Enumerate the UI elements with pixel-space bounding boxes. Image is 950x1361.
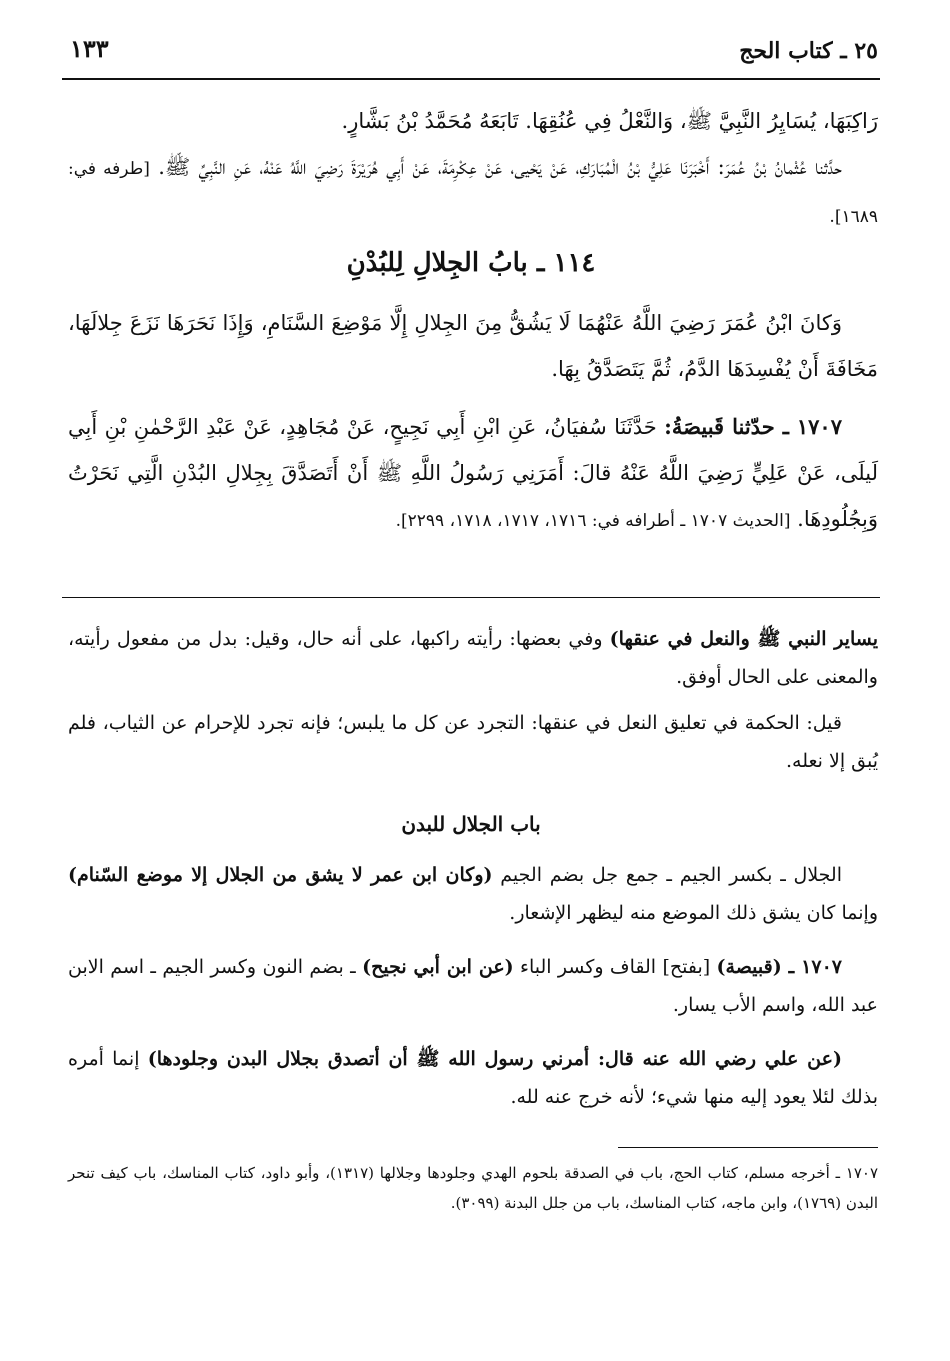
- commentary-text: ـ بضم النون وكسر الجيم ـ اسم الابن عبد الله، واسم الأب يسار.: [68, 956, 878, 1016]
- commentary-text: [بفتح] القاف وكسر الباء: [513, 956, 717, 978]
- chapter-intro: وَكانَ ابْنُ عُمَرَ رَضِيَ اللَّهُ عَنْهُمَا لَا يَشُقُّ مِنَ الجِلالِ إِلَّا مَوْضِعَ السَّنَامِ، وَإِذَا نَحَرَهَا نَزَعَ جِلالَهَا، مَخَافَةَ أَنْ يُفْسِدَهَا الدَّمُ، ثُمَّ يَتَصَدَّقُ بِهَا.: [68, 311, 878, 381]
- commentary-quote: يساير النبي ﷺ والنعل في عنقها): [609, 628, 878, 650]
- hadith-1707-text: حَدَّثَنَا سُفيَانُ، عَنِ ابْنِ أَبِي نَجِيحٍ، عَنْ مُجَاهِدٍ، عَنْ عَبْدِ الرَّحْمٰنِ بْنِ أَبِي لَيلَى، عَنْ عَلِيٍّ رَضِيَ اللَّهُ عَنْهُ قالَ: أَمَرَنِي رَسُولُ اللَّهِ ﷺ أَنْ أَتَصَدَّقَ بِجِلالِ البُدْنِ الَّتِي نَحَرْتُ وَبِجُلُودِهَا.: [68, 415, 878, 531]
- running-title: ٢٥ ـ كتاب الحج: [739, 38, 878, 64]
- footnote: ١٧٠٧ ـ أخرجه مسلم، كتاب الحج، باب في الصدقة بلحوم الهدي وجلودها وجلالها (١٣١٧)، وأبو داود، كتاب المناسك، باب كيف تنحر البدن (١٧٦٩)، وابن ماجه، كتاب المناسك، باب من جلل البدنة (٣٠٩٩).: [68, 1164, 879, 1212]
- hadith-isnad-text: حدَّثنا عُثْمانُ بْنُ عُمَرَ: أَخْبَرَنَا عَلِيُّ بْنُ الْمُبَارَكِ، عَنْ يَحْيى، عَنْ عِكْرِمَةَ، عَنْ أَبِي هُرَيْرَةَ رَضِيَ اللَّهُ عَنْهُ، عَنِ النَّبِيِّ ﷺ.: [158, 155, 842, 179]
- footnote-rule: [618, 1147, 878, 1148]
- commentary-paragraph-2: قيل: الحكمة في تعليق النعل في عنقها: التجرد عن كل ما يلبس؛ فإنه تجرد للإحرام عن الثياب، فلم يُبق إلا نعله.: [68, 712, 878, 772]
- commentary-quote: (عن ابن أبي نجيح): [362, 956, 514, 978]
- commentary-quote: ١٧٠٧ ـ (قبيصة): [716, 956, 842, 978]
- hadith-1707-ref: [الحديث ١٧٠٧ ـ أطرافه في: ١٧١٦، ١٧١٧، ١٧١٨، ٢٢٩٩].: [395, 511, 791, 531]
- commentary-paragraph-3: [68, 856, 878, 932]
- commentary-text: إنما أمره بذلك لئلا يعود إليه منها شيء؛ لأنه خرج عنه لله.: [68, 1048, 878, 1108]
- commentary-text: وإنما كان يشق ذلك الموضع منه ليظهر الإشعار.: [509, 902, 878, 924]
- commentary-quote: (وكان ابن عمر لا يشق من الجلال إلا موضع السّنام): [68, 864, 493, 886]
- commentary-paragraph-5: [68, 1040, 878, 1116]
- commentary-text: الجلال ـ بكسر الجيم ـ جمع جل بضم الجيم: [492, 864, 842, 886]
- hadith-isnad: [68, 144, 878, 240]
- chapter-heading: ١١٤ ـ بابُ الجِلالِ لِلبُدْنِ: [346, 248, 596, 278]
- hadith-continuation: رَاكِبَهَا، يُسَايِرُ النَّبِيَّ ﷺ، وَالنَّعْلُ فِي عُنُقِهَا. تَابَعَهُ مُحَمَّدُ بْنُ بَشَّارٍ.: [341, 109, 878, 133]
- commentary-quote: (عن علي رضي الله عنه قال: أمرني رسول الله ﷺ أن أتصدق بجلال البدن وجلودها): [147, 1048, 842, 1070]
- page-number: ١٣٣: [70, 34, 109, 63]
- header-rule: [62, 78, 880, 80]
- hadith-number-lead: ١٧٠٧ ـ حدّثنا قَبيصَةُ:: [664, 414, 842, 439]
- commentary-heading: باب الجلال للبدن: [401, 812, 541, 836]
- cross-reference: [طرفه في: ١٦٨٩].: [68, 159, 878, 227]
- hadith-1707: [68, 404, 878, 544]
- commentary-paragraph-4: [68, 948, 878, 1024]
- commentary-divider: [62, 597, 880, 598]
- commentary-text: وفي بعضها: رأيته راكبها، على أنه حال، وقيل: بدل من مفعول رأيته، والمعنى على الحال أوفق.: [68, 628, 878, 688]
- commentary-paragraph-1: [68, 620, 878, 696]
